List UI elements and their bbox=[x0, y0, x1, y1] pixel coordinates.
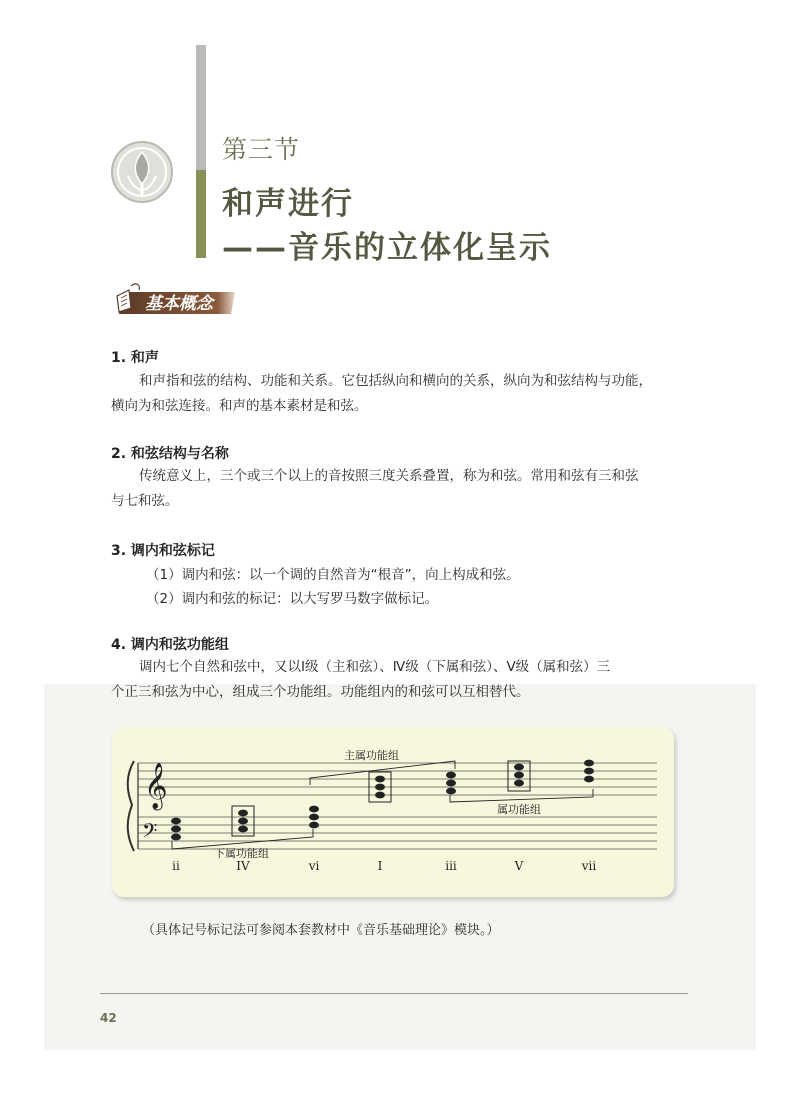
dominant-group-label: 属功能组 bbox=[497, 803, 541, 816]
chapter-emblem-icon bbox=[110, 140, 174, 204]
section-label: 第三节 bbox=[222, 135, 301, 164]
chord-label-I: I bbox=[377, 859, 383, 873]
grand-staff-brace-icon bbox=[128, 761, 134, 851]
section-heading-3: 3. 调内和弦标记 bbox=[111, 543, 215, 559]
section-2-line-1: 传统意义上，三个或三个以上的音按照三度关系叠置，称为和弦。常用和弦有三和弦 bbox=[139, 468, 639, 484]
section-1-line-1: 和声指和弦的结构、功能和关系。它包括纵向和横向的关系，纵向为和弦结构与功能， bbox=[139, 373, 652, 389]
chord-IV bbox=[238, 810, 248, 833]
chord-I bbox=[375, 776, 385, 799]
section-4-line-2: 个正三和弦为中心，组成三个功能组。功能组内的和弦可以互相替代。 bbox=[111, 684, 530, 700]
title-bar-olive bbox=[196, 170, 206, 258]
treble-clef-icon: 𝄞 bbox=[144, 763, 168, 809]
chord-vi bbox=[309, 806, 319, 829]
chord-label-iii: iii bbox=[445, 859, 457, 873]
chord-iii bbox=[446, 772, 456, 795]
chord-label-V: V bbox=[514, 859, 524, 873]
bass-staff bbox=[138, 817, 657, 849]
bass-clef-icon: 𝄢 bbox=[142, 819, 158, 847]
chord-label-IV: IV bbox=[236, 859, 250, 873]
chord-labels bbox=[172, 859, 596, 873]
section-heading-2: 2. 和弦结构与名称 bbox=[111, 446, 229, 462]
page-title-line2: ——音乐的立体化呈示 bbox=[222, 230, 552, 266]
footnote: （具体记号标记法可参阅本套教材中《音乐基础理论》模块。） bbox=[142, 923, 500, 938]
section-body-4 bbox=[111, 655, 681, 705]
section-heading-4: 4. 调内和弦功能组 bbox=[111, 637, 229, 653]
subdominant-group-label: 下属功能组 bbox=[214, 847, 269, 860]
section-3-item-2: （2）调内和弦的标记：以大写罗马数字做标记。 bbox=[146, 591, 439, 607]
section-body-1 bbox=[111, 369, 681, 419]
page-title-line1: 和声进行 bbox=[222, 186, 354, 222]
chord-label-vii: vii bbox=[581, 859, 597, 873]
section-1-line-2: 横向为和弦连接。和声的基本素材是和弦。 bbox=[111, 398, 368, 414]
section-2-line-2: 与七和弦。 bbox=[111, 493, 179, 509]
section-heading-1: 1. 和声 bbox=[111, 350, 159, 366]
section-body-2 bbox=[111, 464, 681, 514]
basic-concepts-badge bbox=[115, 282, 239, 316]
section-4-line-1: 调内七个自然和弦中，又以Ⅰ级（主和弦）、Ⅳ级（下属和弦）、Ⅴ级（属和弦）三 bbox=[139, 659, 611, 675]
chord-vii bbox=[584, 760, 594, 783]
harmony-function-groups-figure bbox=[112, 727, 674, 897]
chord-V bbox=[514, 764, 524, 787]
page-number: 42 bbox=[100, 1011, 117, 1025]
tonic-group-label: 主属功能组 bbox=[344, 749, 399, 762]
chord-label-ii: ii bbox=[172, 859, 180, 873]
chord-ii bbox=[171, 818, 181, 841]
section-3-item-1: （1）调内和弦：以一个调的自然音为“根音”，向上构成和弦。 bbox=[146, 567, 520, 583]
chord-label-vi: vi bbox=[308, 859, 320, 873]
footer-rule bbox=[100, 993, 688, 994]
badge-label: 基本概念 bbox=[145, 294, 213, 314]
title-bar-gray bbox=[196, 45, 206, 170]
